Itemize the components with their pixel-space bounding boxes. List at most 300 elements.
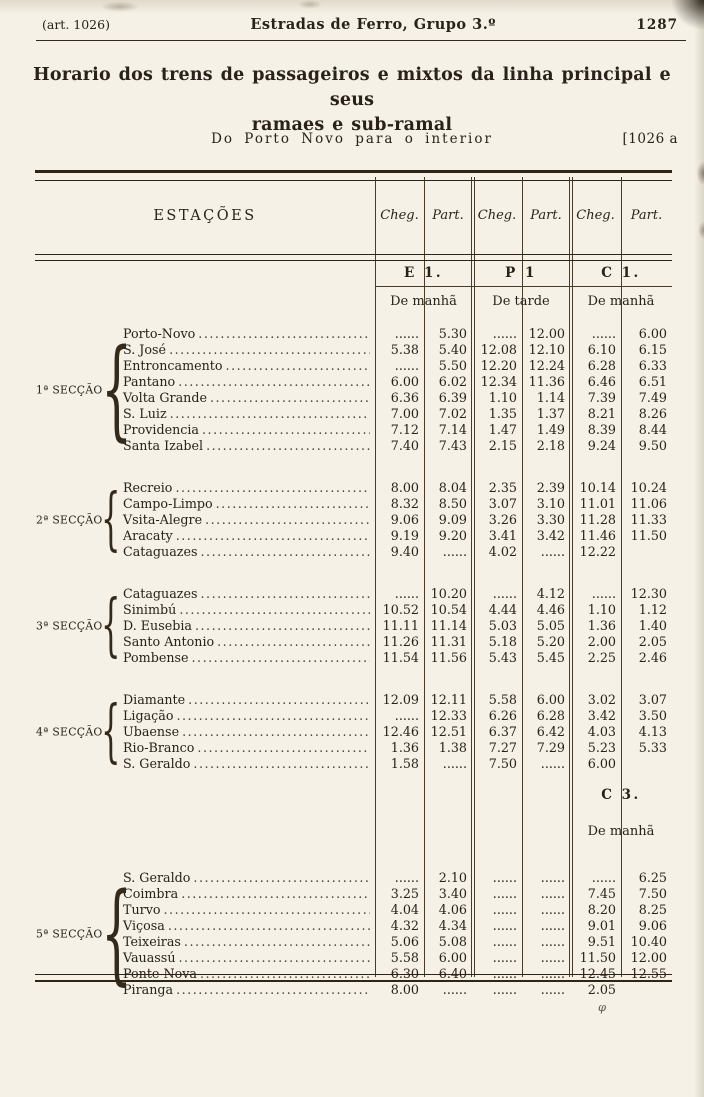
time-cell: 6.10 <box>587 342 616 357</box>
station-cell <box>35 602 375 618</box>
time-cell: 12.34 <box>480 374 517 389</box>
time-cell: 1.49 <box>536 422 565 437</box>
dot-leader <box>226 358 370 374</box>
station-name: Pombense <box>123 650 189 665</box>
station-name: Viçosa <box>123 918 165 933</box>
dot-leader <box>192 650 370 666</box>
time-cell: 1.12 <box>638 602 667 617</box>
train-names-row <box>35 259 672 287</box>
station-cell <box>35 528 375 544</box>
time-cell: 1.58 <box>390 756 419 771</box>
time-cell: ...... <box>540 870 565 885</box>
dot-leader <box>197 740 370 756</box>
table-row <box>35 618 672 634</box>
station-cell <box>35 496 375 512</box>
time-cell: 10.24 <box>630 480 667 495</box>
station-cell <box>35 650 375 666</box>
time-cell: 1.10 <box>488 390 517 405</box>
dot-leader <box>217 634 370 650</box>
time-cell: 8.25 <box>638 902 667 917</box>
time-cell: 6.39 <box>438 390 467 405</box>
table-row <box>35 602 672 618</box>
time-cell: ...... <box>540 544 565 559</box>
time-cell: 8.26 <box>638 406 667 421</box>
time-cell: 3.26 <box>488 512 517 527</box>
time-cell: 1.38 <box>438 740 467 755</box>
station-name: Coimbra <box>123 886 179 901</box>
time-cell: ...... <box>394 358 419 373</box>
time-cell: 2.35 <box>488 480 517 495</box>
col-header-part-3: Part. <box>630 208 663 223</box>
time-cell: ...... <box>591 870 616 885</box>
time-cell: ...... <box>492 918 517 933</box>
time-cell: 2.46 <box>638 650 667 665</box>
table-row <box>35 692 672 708</box>
table-row <box>35 586 672 602</box>
time-cell: ...... <box>540 918 565 933</box>
section-brace: { <box>101 869 133 997</box>
margin-reference: [1026 a <box>622 131 678 147</box>
time-cell: 11.28 <box>579 512 616 527</box>
time-cell: ...... <box>442 756 467 771</box>
time-cell: 2.00 <box>587 634 616 649</box>
station-name: Vauassú <box>123 950 176 965</box>
time-cell: 5.58 <box>488 692 517 707</box>
dot-leader <box>168 918 370 934</box>
time-cell: 6.15 <box>638 342 667 357</box>
time-cell: 12.22 <box>579 544 616 559</box>
time-cell: 9.19 <box>390 528 419 543</box>
time-cell: 6.36 <box>390 390 419 405</box>
time-cell: 10.54 <box>430 602 467 617</box>
dot-leader <box>170 406 370 422</box>
time-cell: 12.46 <box>382 724 419 739</box>
time-cell: 9.50 <box>638 438 667 453</box>
dot-leader <box>169 342 370 358</box>
time-cell: 2.05 <box>638 634 667 649</box>
dot-leader <box>216 496 370 512</box>
train-period-p1: De tarde <box>492 294 550 309</box>
time-cell: 4.02 <box>488 544 517 559</box>
spacer-cell <box>35 287 375 316</box>
col-header-cheg-1: Cheg. <box>380 208 419 223</box>
station-name: Vsita-Alegre <box>123 512 203 527</box>
time-cell: 6.00 <box>587 756 616 771</box>
time-cell: 4.04 <box>390 902 419 917</box>
time-cell: 10.14 <box>579 480 616 495</box>
time-cell: 3.41 <box>488 528 517 543</box>
section-label: 4ª SECÇÃO <box>36 725 103 739</box>
time-cell: 7.29 <box>536 740 565 755</box>
stations-header: ESTAÇÕES <box>153 207 257 224</box>
time-cell: ...... <box>492 326 517 341</box>
time-cell: 3.42 <box>536 528 565 543</box>
time-cell: 4.06 <box>438 902 467 917</box>
time-cell: 9.24 <box>587 438 616 453</box>
table-body <box>35 316 672 998</box>
dot-leader <box>193 756 370 772</box>
time-cell: ...... <box>540 934 565 949</box>
train-period-c1: De manhã <box>587 294 655 309</box>
station-name: Campo-Limpo <box>123 496 213 511</box>
table-caption: Do Porto Novo para o interior <box>211 131 493 147</box>
time-cell: 7.40 <box>390 438 419 453</box>
station-cell <box>35 708 375 724</box>
dot-leader <box>179 602 370 618</box>
time-cell <box>621 756 672 772</box>
station-cell <box>35 406 375 422</box>
station-name: Sinimbú <box>123 602 177 617</box>
time-cell: 1.10 <box>587 602 616 617</box>
time-cell: 6.25 <box>638 870 667 885</box>
station-cell <box>35 438 375 454</box>
table-caption-row <box>0 131 704 151</box>
dot-leader <box>188 692 370 708</box>
time-cell: 1.36 <box>390 740 419 755</box>
page-number: 1287 <box>636 17 678 33</box>
time-cell: 4.12 <box>536 586 565 601</box>
table-bottom-rule <box>35 974 672 982</box>
station-name: Providencia <box>123 422 199 437</box>
title-line-2: ramaes e sub-ramal <box>251 114 453 135</box>
time-cell: ...... <box>492 934 517 949</box>
time-cell: 7.14 <box>438 422 467 437</box>
time-cell: 8.04 <box>438 480 467 495</box>
time-cell: 2.10 <box>438 870 467 885</box>
time-cell: 12.55 <box>630 966 667 981</box>
station-name: Aracaty <box>123 528 173 543</box>
time-cell: 2.25 <box>587 650 616 665</box>
table-row <box>35 650 672 666</box>
time-cell: 5.18 <box>488 634 517 649</box>
time-cell: 11.50 <box>630 528 667 543</box>
time-cell: 7.49 <box>638 390 667 405</box>
time-cell: 12.09 <box>382 692 419 707</box>
time-cell: ...... <box>492 982 517 997</box>
time-cell: ...... <box>591 326 616 341</box>
time-cell: 6.40 <box>438 966 467 981</box>
train-periods-row <box>35 287 672 316</box>
time-cell: 6.00 <box>638 326 667 341</box>
station-name: S. Geraldo <box>123 870 191 885</box>
time-cell: 7.50 <box>488 756 517 771</box>
time-cell: 11.33 <box>630 512 667 527</box>
dot-leader <box>206 438 370 454</box>
time-cell: 6.00 <box>438 950 467 965</box>
time-cell: 3.07 <box>638 692 667 707</box>
time-cell: 9.06 <box>390 512 419 527</box>
time-cell: 6.26 <box>488 708 517 723</box>
time-cell: 7.27 <box>488 740 517 755</box>
time-cell: 2.39 <box>536 480 565 495</box>
station-cell <box>35 692 375 708</box>
time-cell: 5.20 <box>536 634 565 649</box>
time-cell: 9.09 <box>438 512 467 527</box>
time-cell: ...... <box>540 756 565 771</box>
time-cell: 6.00 <box>536 692 565 707</box>
table-row <box>35 740 672 756</box>
time-cell: ...... <box>492 902 517 917</box>
timetable-section <box>35 586 672 666</box>
time-cell <box>621 544 672 560</box>
station-cell <box>35 870 375 886</box>
station-name: Rio-Branco <box>123 740 195 755</box>
time-cell: ...... <box>394 708 419 723</box>
station-cell <box>35 422 375 438</box>
station-name: Santo Antonio <box>123 634 215 649</box>
time-cell: 3.40 <box>438 886 467 901</box>
running-title: Estradas de Ferro, Grupo 3.º <box>250 16 497 33</box>
time-cell: 11.56 <box>430 650 467 665</box>
time-cell: ...... <box>442 544 467 559</box>
time-cell: 5.05 <box>536 618 565 633</box>
time-cell: 1.47 <box>488 422 517 437</box>
time-cell: 8.32 <box>390 496 419 511</box>
section-brace: { <box>101 325 133 453</box>
time-cell: 4.03 <box>587 724 616 739</box>
time-cell: 11.01 <box>579 496 616 511</box>
time-cell: 2.05 <box>587 982 616 997</box>
time-cell: 2.15 <box>488 438 517 453</box>
dot-leader <box>202 422 370 438</box>
dot-leader <box>195 618 370 634</box>
page-title <box>16 63 688 138</box>
train-name-e1: E 1. <box>375 259 472 287</box>
time-cell: 4.34 <box>438 918 467 933</box>
station-name: S. José <box>123 342 167 357</box>
time-cell: 5.50 <box>438 358 467 373</box>
printer-mark: φ <box>598 1000 607 1014</box>
time-cell: 6.30 <box>390 966 419 981</box>
time-cell: 6.28 <box>536 708 565 723</box>
time-cell: ...... <box>540 982 565 997</box>
time-cell: 3.42 <box>587 708 616 723</box>
time-cell: 8.50 <box>438 496 467 511</box>
dot-leader <box>178 374 370 390</box>
table-row <box>35 634 672 650</box>
time-cell: 5.58 <box>390 950 419 965</box>
station-cell <box>35 902 375 918</box>
station-name: Cataguazes <box>123 586 198 601</box>
time-cell: 9.51 <box>587 934 616 949</box>
station-cell <box>35 342 375 358</box>
table-header <box>35 177 672 254</box>
dot-leader <box>164 902 370 918</box>
station-cell <box>35 756 375 772</box>
time-cell: 6.51 <box>638 374 667 389</box>
time-cell: 11.14 <box>430 618 467 633</box>
table-row <box>35 480 672 496</box>
dot-leader <box>179 950 371 966</box>
time-cell: ...... <box>540 902 565 917</box>
time-cell: 5.30 <box>438 326 467 341</box>
station-name: S. Geraldo <box>123 756 191 771</box>
time-cell: 7.00 <box>390 406 419 421</box>
time-cell: 3.10 <box>536 496 565 511</box>
time-cell: 11.54 <box>382 650 419 665</box>
time-cell: 11.11 <box>382 618 419 633</box>
station-name: Piranga <box>123 982 174 997</box>
station-cell <box>35 586 375 602</box>
col-header-part-2: Part. <box>530 208 562 223</box>
table-row <box>35 512 672 528</box>
time-cell <box>621 982 672 998</box>
time-cell: ...... <box>540 950 565 965</box>
dot-leader <box>176 528 370 544</box>
time-cell: 9.06 <box>638 918 667 933</box>
time-cell: 6.37 <box>488 724 517 739</box>
time-cell: 1.14 <box>536 390 565 405</box>
time-cell: 8.00 <box>390 982 419 997</box>
time-cell: 5.06 <box>390 934 419 949</box>
col-header-cheg-2: Cheg. <box>477 208 517 223</box>
extra-train-period: De manhã <box>587 824 655 839</box>
time-cell: 11.06 <box>630 496 667 511</box>
time-cell: 9.01 <box>587 918 616 933</box>
header-rule <box>36 40 686 41</box>
timetable-section <box>35 326 672 454</box>
extra-train-label: C 3. <box>601 787 641 803</box>
timetable <box>35 170 672 997</box>
section-brace: { <box>101 692 121 771</box>
time-cell: 9.40 <box>390 544 419 559</box>
station-cell <box>35 480 375 496</box>
dot-leader <box>193 870 370 886</box>
station-name: Porto-Novo <box>123 326 196 341</box>
dot-leader <box>198 326 370 342</box>
dot-leader <box>176 982 370 998</box>
section-label: 5ª SECÇÃO <box>36 927 103 941</box>
extra-train-cell <box>570 784 672 844</box>
time-cell: 2.18 <box>536 438 565 453</box>
table-row <box>35 724 672 740</box>
time-cell: 1.37 <box>536 406 565 421</box>
time-cell: 3.07 <box>488 496 517 511</box>
dot-leader <box>182 724 370 740</box>
time-cell: ...... <box>442 982 467 997</box>
time-cell: 8.00 <box>390 480 419 495</box>
section-label: 3ª SECÇÃO <box>36 619 103 633</box>
station-cell <box>35 740 375 756</box>
time-cell: 9.20 <box>438 528 467 543</box>
time-cell: 3.02 <box>587 692 616 707</box>
dot-leader <box>176 708 370 724</box>
station-name: Ponte Nova <box>123 966 197 981</box>
station-name: S. Luiz <box>123 406 167 421</box>
time-cell: 7.12 <box>390 422 419 437</box>
time-cell: 12.08 <box>480 342 517 357</box>
time-cell: 12.11 <box>430 692 467 707</box>
time-cell: 12.00 <box>528 326 565 341</box>
section-label: 1ª SECÇÃO <box>36 383 103 397</box>
dot-leader <box>201 544 371 560</box>
train-name-p1: P 1 <box>472 259 570 287</box>
timetable-section <box>35 692 672 772</box>
station-name: Ligação <box>123 708 174 723</box>
time-cell: 12.33 <box>430 708 467 723</box>
page-header <box>42 16 678 33</box>
time-cell: 5.08 <box>438 934 467 949</box>
time-cell: 1.40 <box>638 618 667 633</box>
dot-leader <box>181 886 370 902</box>
time-cell: ...... <box>394 870 419 885</box>
time-cell: 10.20 <box>430 586 467 601</box>
station-name: Entroncamento <box>123 358 223 373</box>
time-cell: 5.40 <box>438 342 467 357</box>
station-name: Volta Grande <box>123 390 207 405</box>
time-cell: 12.24 <box>528 358 565 373</box>
time-cell: 8.39 <box>587 422 616 437</box>
station-cell <box>35 326 375 342</box>
time-cell: 4.13 <box>638 724 667 739</box>
time-cell: 4.46 <box>536 602 565 617</box>
time-cell: 6.42 <box>536 724 565 739</box>
time-cell: 12.30 <box>630 586 667 601</box>
time-cell: 12.20 <box>480 358 517 373</box>
section-label: 2ª SECÇÃO <box>36 513 103 527</box>
timetable-section <box>35 480 672 560</box>
section-brace: { <box>101 586 121 665</box>
dot-leader <box>205 512 370 528</box>
time-cell: 11.50 <box>579 950 616 965</box>
title-line-1: Horario dos trens de passageiros e mixtos da linha principal e seus <box>33 65 671 110</box>
train-period-e1: De manhã <box>390 294 457 309</box>
dot-leader <box>201 586 371 602</box>
station-cell <box>35 544 375 560</box>
time-cell: 4.32 <box>390 918 419 933</box>
time-cell: 7.45 <box>587 886 616 901</box>
time-cell: 11.36 <box>528 374 565 389</box>
time-cell: 6.33 <box>638 358 667 373</box>
time-cell: 7.39 <box>587 390 616 405</box>
time-cell: 1.35 <box>488 406 517 421</box>
time-cell: 11.26 <box>382 634 419 649</box>
time-cell: 5.33 <box>638 740 667 755</box>
extra-train-header <box>35 784 672 844</box>
time-cell: ...... <box>492 966 517 981</box>
station-name: Teixeiras <box>123 934 181 949</box>
time-cell: 4.44 <box>488 602 517 617</box>
article-reference: (art. 1026) <box>42 17 110 32</box>
time-cell: 3.50 <box>638 708 667 723</box>
station-name: Turvo <box>123 902 161 917</box>
col-header-part-1: Part. <box>432 208 464 223</box>
dot-leader <box>184 934 370 950</box>
time-cell: ...... <box>591 586 616 601</box>
time-cell: 1.36 <box>587 618 616 633</box>
time-cell: 5.23 <box>587 740 616 755</box>
table-row <box>35 544 672 560</box>
time-cell: 5.03 <box>488 618 517 633</box>
time-cell: 3.25 <box>390 886 419 901</box>
table-row <box>35 756 672 772</box>
time-cell: 12.10 <box>528 342 565 357</box>
time-cell: 5.38 <box>390 342 419 357</box>
station-name: D. Eusebia <box>123 618 192 633</box>
table-row <box>35 496 672 512</box>
time-cell: 7.43 <box>438 438 467 453</box>
station-cell <box>35 982 375 998</box>
station-name: Diamante <box>123 692 186 707</box>
station-name: Santa Izabel <box>123 438 204 453</box>
train-name-c1: C 1. <box>570 259 672 287</box>
dot-leader <box>210 390 370 406</box>
station-cell <box>35 886 375 902</box>
time-cell: 8.20 <box>587 902 616 917</box>
time-cell: 6.46 <box>587 374 616 389</box>
time-cell: ...... <box>394 326 419 341</box>
station-name: Recreio <box>123 480 173 495</box>
